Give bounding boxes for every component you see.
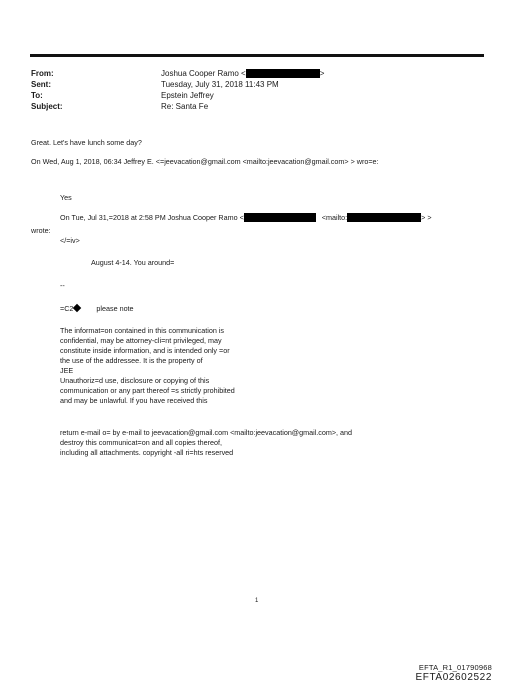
subject-value: Re: Santa Fe xyxy=(161,102,209,111)
div-line: </=iv> xyxy=(60,236,80,245)
redaction-box xyxy=(244,213,316,222)
body-line-1: Great. Let's have lunch some day? xyxy=(31,138,142,147)
disclaimer-line: the use of the addressee. It is the property of xyxy=(60,356,203,365)
quote-header-text: On Tue, Jul 31,=2018 at 2:58 PM Joshua Cooper Ramo < xyxy=(60,213,244,222)
redaction-box xyxy=(246,69,320,78)
return-line: return e-mail o= by e-mail to jeevacation@gmail.com <mailto:jeevacation@gmail.com>, and xyxy=(60,428,353,437)
quote-end: > > xyxy=(421,213,432,222)
to-value: Epstein Jeffrey xyxy=(161,91,214,100)
disclaimer-line: and may be unlawful. If you have received this xyxy=(60,396,208,405)
disclaimer-line: Unauthoriz=d use, disclosure or copying of this xyxy=(60,376,210,385)
sent-label: Sent: xyxy=(31,80,51,89)
wrote-line: wrote: xyxy=(31,226,51,235)
disclaimer-line: The informat=on contained in this communication is xyxy=(60,326,224,335)
from-tail: > xyxy=(319,69,325,78)
to-label: To: xyxy=(31,91,43,100)
c2-line xyxy=(60,304,134,314)
return-line: destroy this communicat=on and all copies thereof, xyxy=(60,438,223,447)
dashes-line: -- xyxy=(60,281,65,290)
from-name: Joshua Cooper Ramo < xyxy=(161,69,246,78)
body-line-2: On Wed, Aug 1, 2018, 06:34 Jeffrey E. <=jeevacation@gmail.com <mailto:jeevacation@gmail.com> > wro=e: xyxy=(31,157,379,166)
from-value xyxy=(161,69,324,79)
c2-text: =C2 xyxy=(60,304,74,313)
subject-label: Subject: xyxy=(31,102,63,111)
sent-value: Tuesday, July 31, 2018 11:43 PM xyxy=(161,80,279,89)
efta-id-large: EFTA02602522 xyxy=(415,672,492,683)
yes-line: Yes xyxy=(60,193,72,202)
efta-id-small: EFTA_R1_01790968 xyxy=(418,663,492,672)
redaction-box xyxy=(347,213,421,222)
page-number: 1 xyxy=(255,598,259,604)
from-label: From: xyxy=(31,69,54,78)
quote-mailto: <mailto: xyxy=(321,213,348,222)
disclaimer-line: JEE xyxy=(60,366,74,375)
disclaimer-line: confidential, may be attorney-cli=nt privileged, may xyxy=(60,336,222,345)
replacement-char-icon xyxy=(73,304,81,312)
august-line: August 4-14. You around= xyxy=(91,258,175,267)
header-rule xyxy=(30,54,484,57)
disclaimer-line: communication or any part thereof =s strictly prohibited xyxy=(60,386,235,395)
disclaimer-line: constitute inside information, and is intended only =or xyxy=(60,346,230,355)
return-line: including all attachments. copyright -all ri=hts reserved xyxy=(60,448,234,457)
please-note-text: please note xyxy=(96,304,134,313)
quote-header-line xyxy=(60,213,432,223)
